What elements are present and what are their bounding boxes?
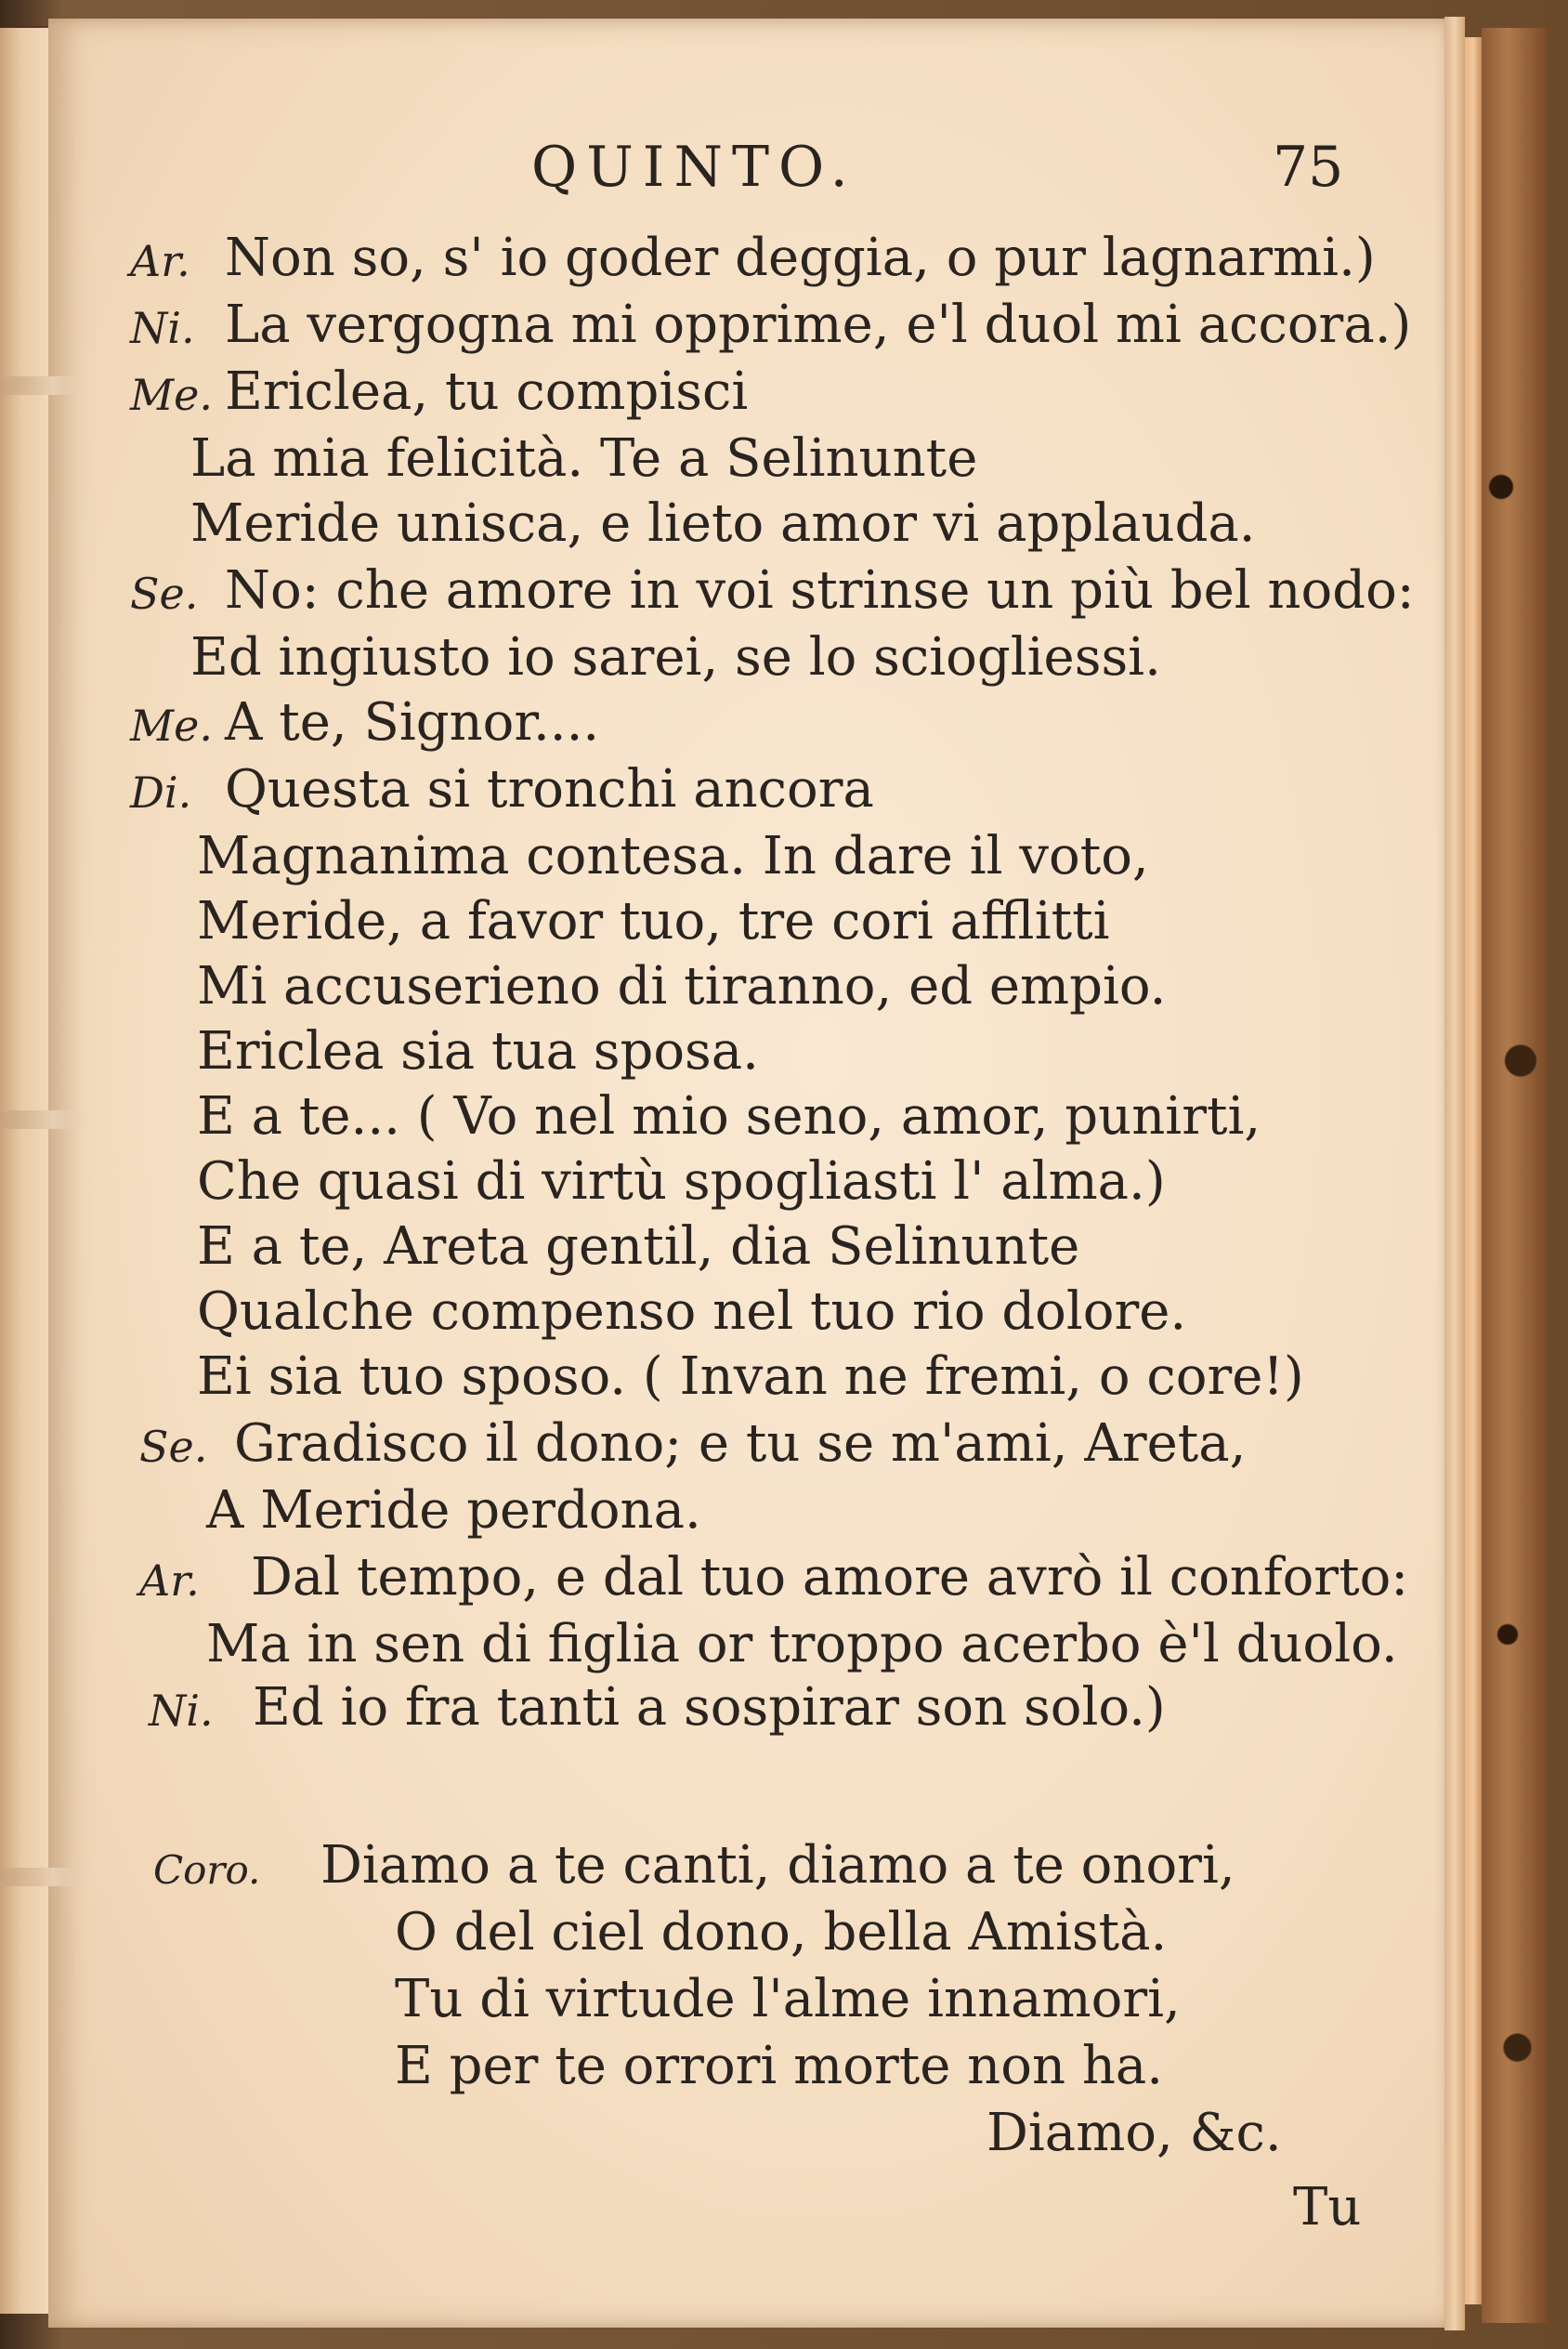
verse-line: Gradisco il dono; e tu se m'ami, Areta, bbox=[234, 1413, 1247, 1474]
speaker-label: Di. bbox=[130, 768, 192, 818]
verse-line: Magnanima contesa. In dare il voto, bbox=[197, 826, 1149, 886]
verse-line: Ed io fra tanti a sospirar son solo.) bbox=[253, 1677, 1166, 1738]
verse-line: Ed ingiusto io sarei, se lo sciogliessi. bbox=[190, 627, 1161, 688]
speaker-label: Me. bbox=[130, 701, 213, 751]
speaker-label: Ni. bbox=[130, 303, 195, 353]
speaker-label: Ar. bbox=[130, 236, 190, 286]
speaker-label: Ni. bbox=[149, 1686, 214, 1736]
verse-line: Ericlea sia tua sposa. bbox=[197, 1021, 759, 1082]
speaker-label: Me. bbox=[130, 370, 213, 420]
speaker-label: Ar. bbox=[139, 1555, 200, 1606]
running-title: QUINTO. bbox=[531, 135, 857, 200]
verse-line: Che quasi di virtù spogliasti l' alma.) bbox=[197, 1151, 1166, 1212]
verse-line: Ei sia tuo sposo. ( Invan ne fremi, o core!) bbox=[197, 1346, 1304, 1407]
chorus-refrain: Diamo, &c. bbox=[987, 2103, 1282, 2163]
verse-line: A te, Signor.... bbox=[225, 692, 600, 753]
verse-line: Non so, s' io goder deggia, o pur lagnarmi.) bbox=[225, 228, 1376, 288]
verse-line: E a te, Areta gentil, dia Selinunte bbox=[197, 1216, 1080, 1277]
chorus-line: Tu di virtude l'alme innamori, bbox=[395, 1969, 1181, 2029]
verse-line: Meride, a favor tuo, tre cori afflitti bbox=[197, 891, 1110, 951]
chorus-line: Diamo a te canti, diamo a te onori, bbox=[320, 1835, 1235, 1896]
chorus-line: O del ciel dono, bella Amistà. bbox=[395, 1902, 1168, 1962]
verse-line: Mi accuserieno di tiranno, ed empio. bbox=[197, 956, 1167, 1017]
verse-line: Ericlea, tu compisci bbox=[225, 361, 749, 422]
verse-line: La vergogna mi opprime, e'l duol mi accora.) bbox=[225, 295, 1412, 355]
verse-line: Meride unisca, e lieto amor vi applauda. bbox=[190, 493, 1256, 554]
verse-line: Qualche compenso nel tuo rio dolore. bbox=[197, 1281, 1187, 1342]
chorus-speaker-label: Coro. bbox=[153, 1847, 261, 1893]
verse-line: Dal tempo, e dal tuo amore avrò il conforto: bbox=[251, 1547, 1409, 1608]
page-number: 75 bbox=[1273, 135, 1344, 200]
verse-line: No: che amore in voi strinse un più bel nodo: bbox=[225, 560, 1415, 621]
speaker-label: Se. bbox=[130, 569, 199, 619]
verse-line: La mia felicità. Te a Selinunte bbox=[190, 428, 978, 489]
verse-line: A Meride perdona. bbox=[206, 1480, 701, 1541]
chorus-line: E per te orrori morte non ha. bbox=[395, 2036, 1164, 2096]
catchword: Tu bbox=[1293, 2177, 1362, 2237]
verse-line: E a te... ( Vo nel mio seno, amor, punirti, bbox=[197, 1086, 1261, 1147]
verse-line: Questa si tronchi ancora bbox=[225, 759, 874, 820]
speaker-label: Se. bbox=[139, 1422, 208, 1472]
verse-line: Ma in sen di figlia or troppo acerbo è'l duolo. bbox=[206, 1614, 1398, 1674]
